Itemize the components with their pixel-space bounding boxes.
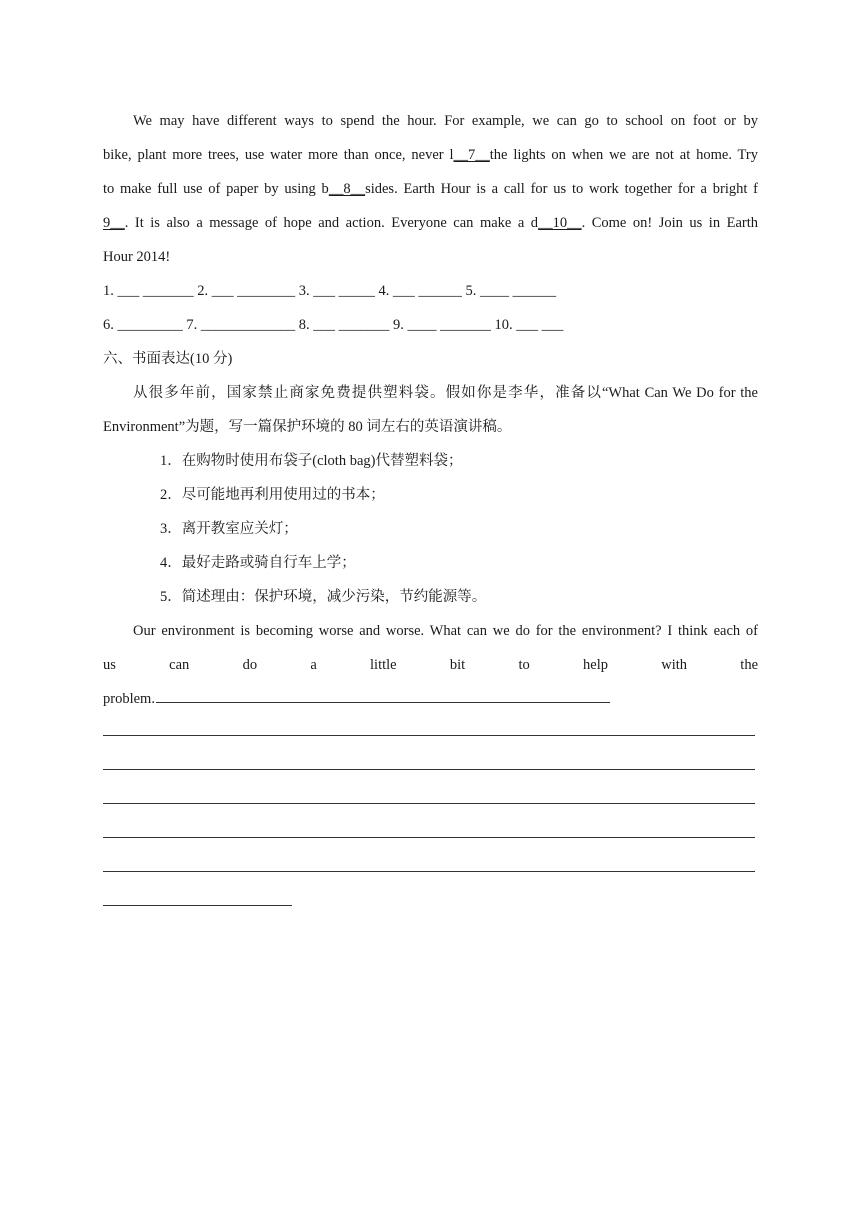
essay-text: problem.: [103, 691, 155, 707]
writing-rule[interactable]: [103, 837, 755, 838]
writing-prompt-line-2: Environment”为题，写一篇保护环境的 80 词左右的英语演讲稿。: [103, 419, 512, 435]
essay-word: to: [518, 657, 530, 673]
essay-start-line-2: [103, 648, 758, 682]
blank-7: __7__: [453, 147, 490, 163]
writing-rule[interactable]: [103, 871, 755, 872]
essay-word: can: [169, 657, 190, 673]
passage-text: bike, plant more trees, use water more than once, never l: [103, 147, 454, 163]
essay-start-line-1: [103, 614, 758, 648]
passage-text: . Come on! Join us in Earth: [581, 215, 758, 231]
passage-text: to make full use of paper by using b: [103, 181, 329, 197]
writing-prompt-line-1: [103, 376, 758, 410]
passage-text: We may have different ways to spend the hour. For example, we can go to school on foot or by: [133, 113, 758, 129]
essay-word: do: [242, 657, 258, 673]
answer-row-1: 1. ___ _______ 2. ___ ________ 3. ___ _____ 4. ___ ______ 5. ____ ______: [103, 283, 557, 299]
writing-point-5: 5．简述理由：保护环境，减少污染，节约能源等。: [160, 589, 487, 605]
section-heading: 六、书面表达(10 分): [103, 351, 233, 367]
passage-text: . It is also a message of hope and action. Everyone can make a d: [124, 215, 539, 231]
essay-text: Our environment is becoming worse and worse. What can we do for the environment? I think each of: [133, 623, 758, 639]
prompt-text: 从很多年前，国家禁止商家免费提供塑料袋。假如你是李华，准备以“What Can We Do for the: [133, 385, 758, 401]
blank-8: __8__: [328, 181, 366, 197]
essay-start-line-3: [103, 682, 758, 716]
essay-word: us: [103, 657, 116, 673]
writing-rule[interactable]: [103, 905, 292, 906]
writing-point-4: 4．最好走路或骑自行车上学；: [160, 555, 356, 571]
answer-row-2: 6. _________ 7. _____________ 8. ___ _______ 9. ____ _______ 10. ___ ___: [103, 317, 564, 333]
passage-line-1: [103, 104, 758, 138]
passage-line-5: [103, 240, 758, 274]
essay-word: little: [370, 657, 397, 673]
passage-text: sides. Earth Hour is a call for us to work together for a bright f: [365, 181, 758, 197]
passage-text: the lights on when we are not at home. Try: [489, 147, 758, 163]
passage-text: Hour 2014!: [103, 249, 171, 265]
writing-point-1: 1．在购物时使用布袋子(cloth bag)代替塑料袋；: [160, 453, 463, 469]
blank-9: 9__: [103, 215, 125, 231]
writing-rule[interactable]: [103, 735, 755, 736]
worksheet-page: [103, 104, 758, 716]
essay-word: a: [310, 657, 317, 673]
passage-line-2: [103, 138, 758, 172]
writing-rule[interactable]: [103, 769, 755, 770]
blank-10: __10__: [538, 215, 582, 231]
passage-line-4: [103, 206, 758, 240]
essay-word: bit: [449, 657, 466, 673]
essay-word: with: [661, 657, 688, 673]
writing-point-2: 2．尽可能地再利用使用过的书本；: [160, 487, 385, 503]
passage-line-3: [103, 172, 758, 206]
essay-word: help: [583, 657, 608, 673]
essay-word: the: [740, 657, 758, 673]
writing-point-3: 3．离开教室应关灯；: [160, 521, 298, 537]
writing-rule[interactable]: [103, 803, 755, 804]
writing-rule-inline[interactable]: [156, 702, 610, 703]
